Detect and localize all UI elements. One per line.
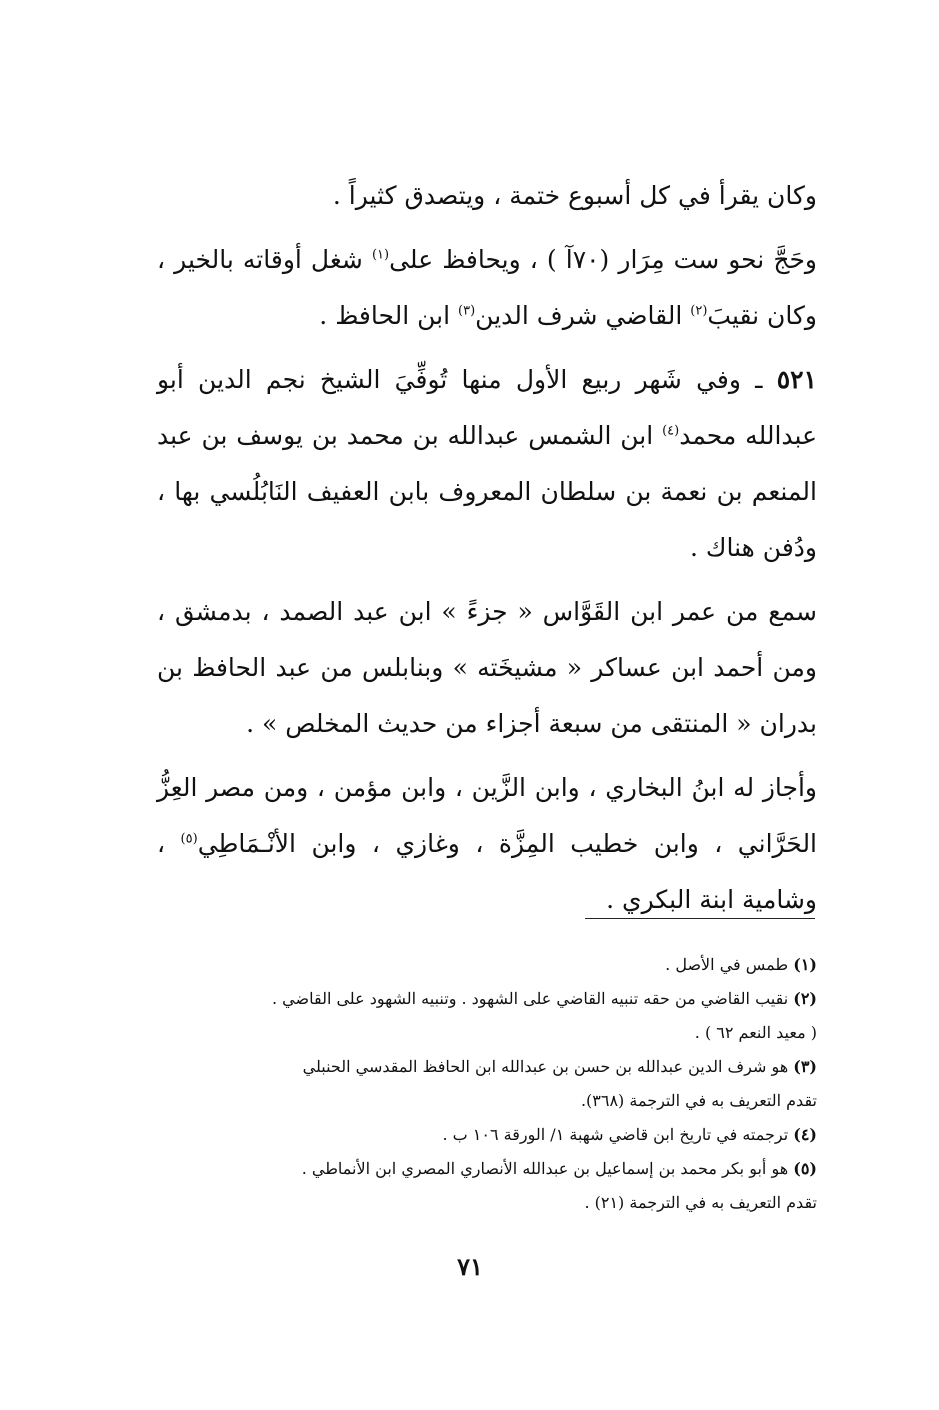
footnote-number: (٤) (793, 1125, 817, 1144)
footnote-text: ( معيد النعم ٦٢ ) . (694, 1023, 817, 1042)
paragraph-2 (157, 232, 817, 344)
paragraph-2-text: القاضي شرف الدين (475, 301, 691, 330)
footnote-ref-1: (١) (371, 247, 390, 263)
footnote-number: (٢) (793, 989, 817, 1008)
footnote-text: ترجمته في تاريخ ابن قاضي شهبة ١/ الورقة ١٠٦ ب . (442, 1125, 794, 1144)
footnote-number: (١) (793, 955, 817, 974)
paragraph-2-text: شغل أوقاته بالخير ، وكان نقيبَ (157, 245, 817, 330)
footnote-3-continued (137, 1084, 817, 1118)
footnotes (137, 948, 817, 1220)
footnote-2-continued (137, 1016, 817, 1050)
footnote-number: (٣) (793, 1057, 817, 1076)
entry-number: ٥٢١ (776, 365, 817, 394)
footnote-ref-2: (٢) (690, 303, 708, 319)
paragraph-4 (157, 760, 817, 928)
page-number: ٧١ (457, 1252, 483, 1281)
footnote-4 (137, 1118, 817, 1152)
footnote-5-continued (137, 1186, 817, 1220)
paragraph-1: وكان يقرأ في كل أسبوع ختمة ، ويتصدق كثيراً . (332, 181, 817, 210)
footnote-ref-4: (٤) (662, 423, 680, 439)
footnote-text: نقيب القاضي من حقه تنبيه القاضي على الشهود . وتنبيه الشهود على القاضي . (272, 989, 794, 1008)
footnote-5 (137, 1152, 817, 1186)
footnote-divider (585, 918, 815, 919)
entry-521-text: ـ وفي شَهر ربيع الأول منها تُوفِّيَ الشيخ نجم الدين أبو عبدالله محمد (157, 365, 817, 450)
footnote-text: هو أبو بكر محمد بن إسماعيل بن عبدالله الأنصاري المصري ابن الأنماطي . (301, 1159, 794, 1178)
footnote-ref-5: (٥) (180, 831, 198, 847)
footnote-ref-3: (٣) (458, 303, 476, 319)
footnote-text: تقدم التعريف به في الترجمة (٢١) . (584, 1193, 817, 1212)
footnote-1 (137, 948, 817, 982)
footnote-text: هو شرف الدين عبدالله بن حسن بن عبدالله ابن الحافظ المقدسي الحنبلي (302, 1057, 794, 1076)
paragraph-4-text: ، وشامية ابنة البكري . (157, 829, 817, 914)
footnote-2 (137, 982, 817, 1016)
paragraph-2-text: ابن الحافظ . (319, 301, 459, 330)
main-text (157, 168, 817, 936)
entry-521 (157, 352, 817, 576)
footnote-3 (137, 1050, 817, 1084)
paragraph-2-text: وحَجَّ نحو ست مِرَار (٧٠آ ) ، ويحافظ على (389, 245, 817, 274)
entry-521-text: ابن الشمس عبدالله بن محمد بن يوسف بن عبد المنعم بن نعمة بن سلطان المعروف بابن العفيف النَابُلُسي بها ، ودُفن هناك . (157, 421, 817, 562)
footnote-text: طمس في الأصل . (665, 955, 794, 974)
footnote-number: (٥) (793, 1159, 817, 1178)
paragraph-3: سمع من عمر ابن القَوَّاس « جزءً » ابن عبد الصمد ، بدمشق ، ومن أحمد ابن عساكر « مشيخَته » وبنابلس من عبد الحافظ بن بدران « المنتقى من سبعة أجزاء من حديث المخلص » . (157, 597, 817, 738)
footnote-text: تقدم التعريف به في الترجمة (٣٦٨). (580, 1091, 817, 1110)
paragraph-4-text: وأجاز له ابنُ البخاري ، وابن الزَّين ، وابن مؤمن ، ومن مصر العِزُّ الحَرَّاني ، وابن خطيب المِزَّة ، وغازي ، وابن الأنْـمَاطِي (157, 773, 818, 858)
